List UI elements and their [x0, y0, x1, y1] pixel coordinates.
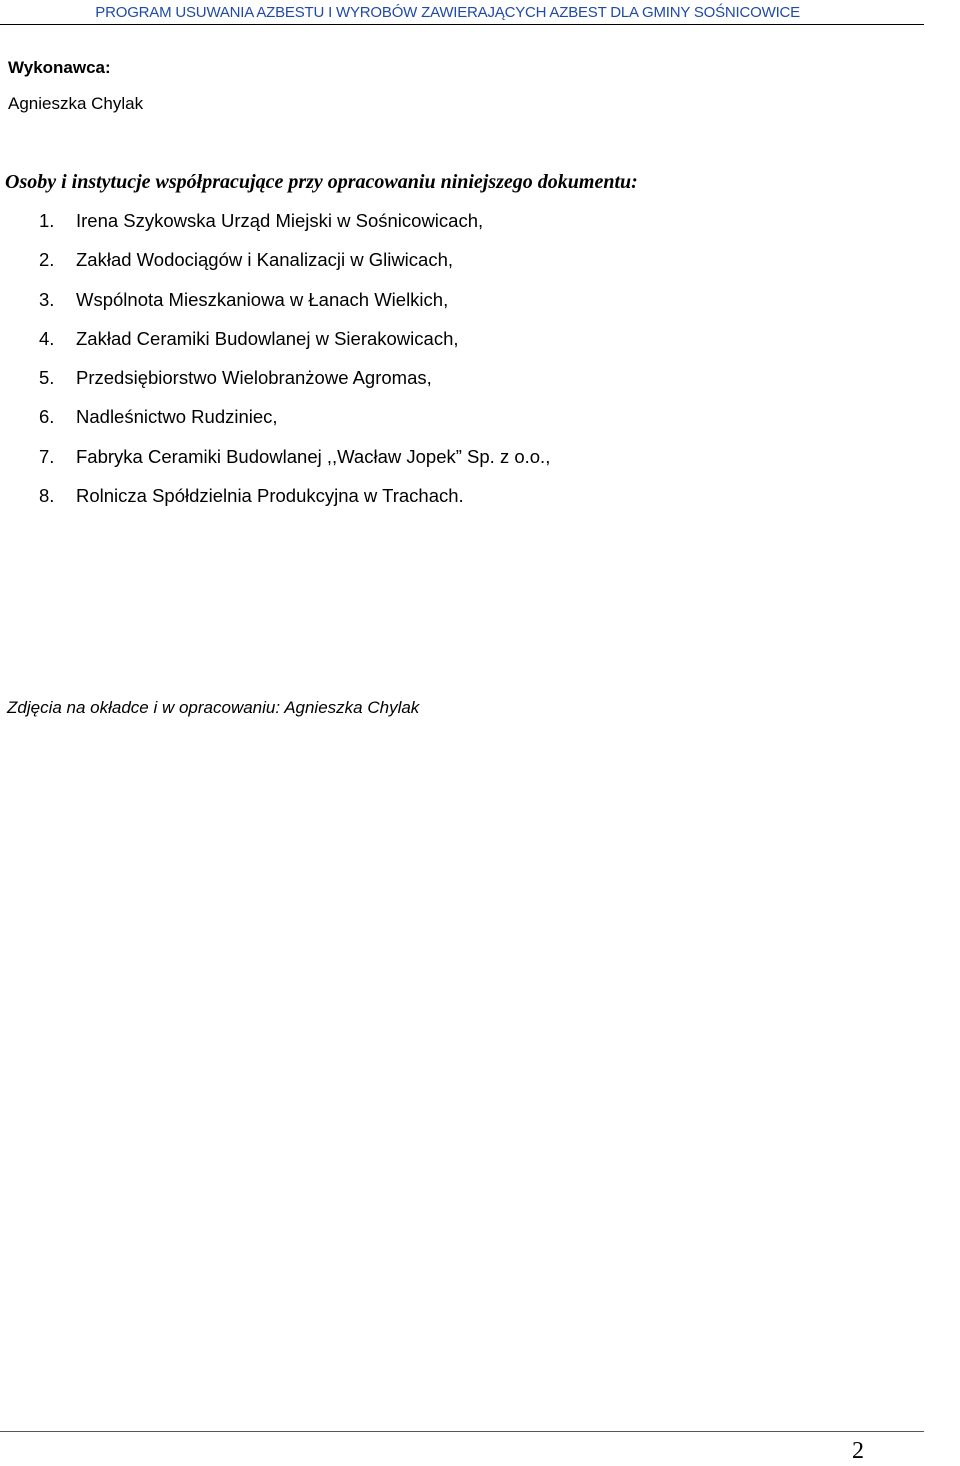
list-item-text: Przedsiębiorstwo Wielobranżowe Agromas, [76, 367, 432, 389]
contractor-name: Agnieszka Chylak [8, 94, 144, 113]
list-item-number: 2. [39, 249, 55, 271]
list-item-text: Irena Szykowska Urząd Miejski w Sośnicowicach, [76, 210, 484, 231]
list-item-number: 6. [39, 406, 55, 428]
header-divider [0, 24, 924, 25]
footer-divider [0, 1431, 924, 1432]
list-item-text: Nadleśnictwo Rudziniec, [76, 406, 278, 428]
list-item-text: Zakład Wodociągów i Kanalizacji w Gliwicach, [76, 249, 454, 271]
page-header [0, 0, 960, 26]
cooperation-heading: Osoby i instytucje współpracujące przy opracowaniu niniejszego dokumentu: [5, 171, 638, 193]
list-item-number: 5. [39, 367, 55, 389]
list-item-text: Zakład Ceramiki Budowlanej w Sierakowicach, [76, 327, 459, 349]
list-item-text: Rolnicza Spółdzielnia Produkcyjna w Trachach. [76, 485, 464, 507]
document-running-title: PROGRAM USUWANIA AZBESTU I WYROBÓW ZAWIERAJĄCYCH AZBEST DLA GMINY SOŚNICOWICE [95, 4, 800, 21]
list-item-number: 7. [39, 445, 55, 467]
list-item-text: Wspólnota Mieszkaniowa w Łanach Wielkich, [76, 288, 449, 310]
list-item-number: 1. [39, 210, 55, 231]
photos-credit: Zdjęcia na okładce i w opracowaniu: Agnieszka Chylak [7, 698, 420, 717]
contractor-label: Wykonawca: [8, 58, 111, 77]
list-item-number: 4. [39, 327, 55, 349]
list-item-number: 3. [39, 288, 55, 310]
list-item-text: Fabryka Ceramiki Budowlanej ,,Wacław Jopek” Sp. z o.o., [76, 445, 551, 467]
list-item-number: 8. [39, 485, 55, 507]
page-number: 2 [852, 1438, 864, 1464]
